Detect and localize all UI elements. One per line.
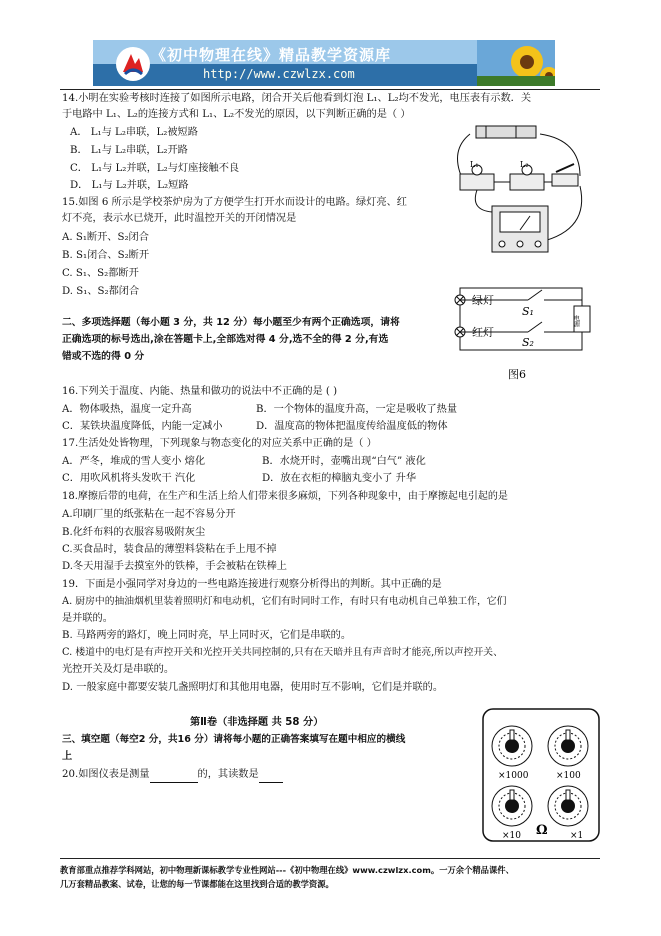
q14-option-d: D． L₁与 L₂并联，L₂短路 [70,180,189,191]
resistance-box-figure [482,708,600,842]
battery-icon [476,126,536,138]
q20-blank-2[interactable] [259,768,283,783]
switch-icon [552,174,578,186]
header-rule [60,89,600,90]
q17-option-c: C．用吹风机将头发吹干 汽化 [62,473,196,484]
q19-stem: 19．下面是小强同学对身边的一些电路连接进行观察分析得出的判断。其中正确的是 [62,579,442,590]
q18-option-b: B.化纤布料的衣服容易吸附灰尘 [62,527,206,538]
s1-label: S₁ [522,305,534,318]
section3-line2: 上 [62,751,73,762]
q16-option-b: B．一个物体的温度升高，一定是吸收了热量 [256,404,458,415]
q16-option-c: C．某铁块温度降低，内能一定减小 [62,421,223,432]
section2-line2: 正确选项的标号选出,涂在答题卡上,全部选对得 4 分,选不全的得 2 分,有选 [62,334,389,345]
switch-s2-icon [528,322,542,332]
q19-option-c-line2: 光控开关及灯是串联的。 [62,664,175,675]
mult-100-label: ×100 [556,771,581,781]
part2-title: 第Ⅱ卷（非选择题 共 58 分） [190,717,324,728]
q17-stem: 17.生活处处皆物理，下列现象与物态变化的对应关系中正确的是（ ） [62,438,377,449]
label-l2: L₂ [520,160,529,169]
q14-option-b: B． L₁与 L₂串联，L₂开路 [70,145,188,156]
section2-line3: 错或不选的得 0 分 [62,351,145,362]
q19-option-b: B. 马路两旁的路灯，晚上同时亮，早上同时灭，它们是串联的。 [62,630,352,641]
q18-option-a: A.印刷厂里的纸张粘在一起不容易分开 [62,509,236,520]
q18-option-d: D.冬天用湿手去摸室外的铁棒，手会被粘在铁棒上 [62,561,287,572]
green-lamp-label: 绿灯 [472,294,494,307]
q20-text-a: 20.如图仪表是测量 [62,769,150,780]
banner-title: 《初中物理在线》精品教学资源库 [151,46,392,64]
red-lamp-label: 红灯 [472,326,494,339]
header-banner [93,40,555,86]
q15-option-d: D. S₁、S₂都闭合 [62,286,140,297]
q18-option-c: C.买食品时，装食品的薄塑料袋粘在手上甩不掉 [62,544,277,555]
q19-option-c-line1: C. 楼道中的电灯是有声控开关和光控开关共同控制的,只有在天暗并且有声音时才能亮,所以声控开关、 [62,647,503,658]
q17-option-d: D．放在衣柜的樟脑丸变小了 升华 [262,473,417,484]
q15-option-b: B. S₁闭合、S₂断开 [62,250,150,261]
q19-option-d: D. 一般家庭中都要安装几盏照明灯和其他用电器，使用时互不影响，它们是并联的。 [62,682,444,693]
footer-rule [60,858,600,859]
footer-line1: 教育部重点推荐学科网站，初中物理新课标教学专业性网站---《初中物理在线》www.czwlzx.com。一万余个精品课件、 [60,865,514,875]
q19-option-a-line2: 是并联的。 [62,613,113,624]
q15-stem-line1: 15.如图 6 所示是学校茶炉房为了方便学生打开水而设计的电路。绿灯亮、红 [62,197,407,208]
dial-10-icon [492,786,532,826]
mult-10-label: ×10 [502,831,521,841]
q14-stem-line2: 于电路中 L₁、L₂的连接方式和 L₁、L₂不发光的原因，以下判断正确的是（ ） [62,109,411,120]
dial-1-icon [548,786,588,826]
q15-stem-line2: 灯不亮，表示水已烧开，此时温控开关的开闭情况是 [62,213,297,224]
source-label: 电源 [572,315,580,327]
s2-label: S₂ [522,336,534,349]
q17-option-a: A．严冬，堆成的雪人变小 熔化 [62,456,206,467]
q14-option-a: A． L₁与 L₂串联，L₂被短路 [70,127,198,138]
section2-line1: 二、多项选择题（每小题 3 分，共 12 分）每小题至少有两个正确选项，请将 [62,317,400,328]
dial-100-icon [548,726,588,766]
dial-1000-icon [492,726,532,766]
section3-line1: 三、填空题（每空2 分，共16 分）请将每小题的正确答案填写在题中相应的横线 [62,734,406,745]
q19-option-a-line1: A. 厨房中的抽油烟机里装着照明灯和电动机，它们有时同时工作，有时只有电动机自己单独工作，它们 [62,596,507,607]
fig6-circuit [450,282,600,382]
q20-blank-1[interactable] [150,768,198,783]
mult-1000-label: ×1000 [498,771,529,781]
site-logo-icon [115,46,151,82]
q15-option-c: C. S₁、S₂都断开 [62,268,139,279]
mult-1-label: ×1 [570,831,584,841]
banner-url[interactable]: http://www.czwlzx.com [203,67,355,81]
q20-text-b: 的，其读数是 [197,769,259,780]
footer-line2: 几万套精品教案、试卷，让您的每一节课都能在这里找到合适的教学资源。 [60,879,334,889]
sunflower-image-icon [477,40,555,86]
q18-stem: 18.摩擦后带的电荷，在生产和生活上给人们带来很多麻烦，下列各种现象中，由于摩擦起电引起的是 [62,491,508,502]
label-l1: L₁ [470,160,479,169]
q16-stem: 16.下列关于温度、内能、热量和做功的说法中不正确的是 ( ) [62,386,338,397]
q14-circuit-figure [440,120,600,262]
q20-line [62,768,283,783]
q14-stem-line1: 14.小明在实验考核时连接了如图所示电路，闭合开关后他看到灯泡 L₁、L₂均不发光，电压表有示数．关 [62,93,532,104]
q17-option-b: B．水烧开时，壶嘴出现“白气” 液化 [262,456,426,467]
switch-s1-icon [528,290,542,300]
q15-option-a: A. S₁断开、S₂闭合 [62,232,149,243]
q16-option-d: D．温度高的物体把温度传给温度低的物体 [256,421,448,432]
q14-option-c: C． L₁与 L₂并联，L₂与灯座接触不良 [70,163,240,174]
q16-option-a: A．物体吸热，温度一定升高 [62,404,192,415]
ohm-unit-label: Ω [536,823,548,838]
fig6-caption: 图6 [508,368,526,381]
